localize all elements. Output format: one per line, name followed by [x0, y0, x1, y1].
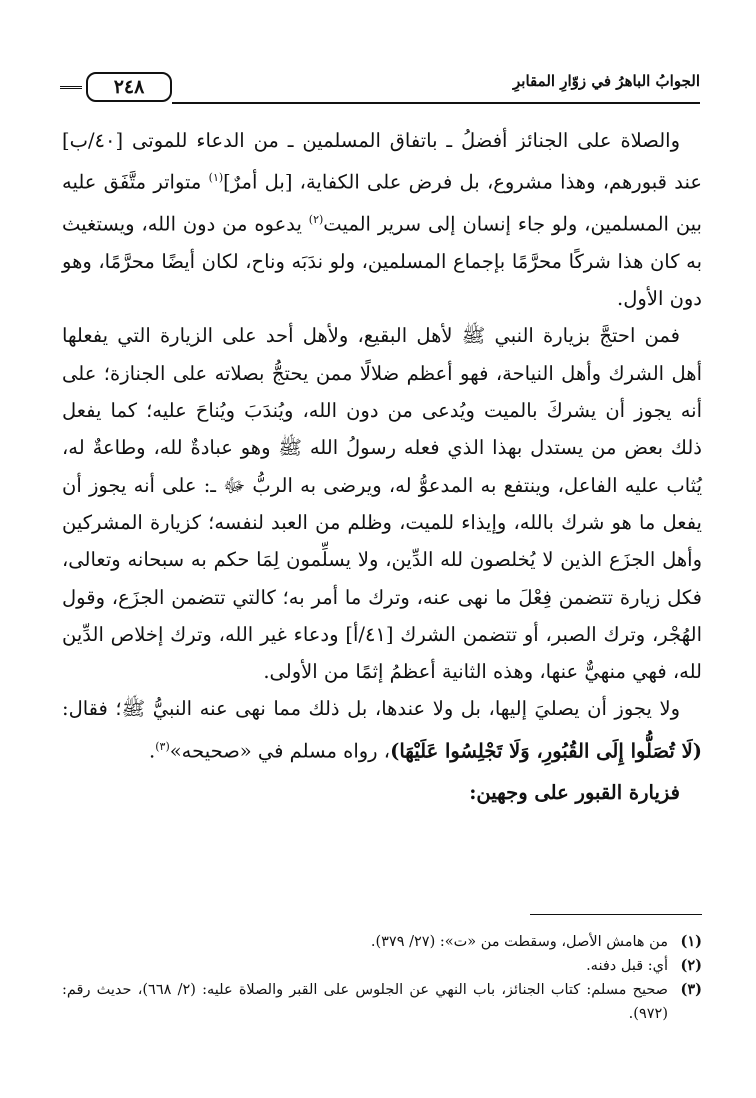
footnote-number: (٢)	[680, 957, 702, 974]
header-rule	[172, 102, 700, 104]
footnote-separator	[530, 914, 702, 915]
main-text	[62, 122, 702, 811]
paragraph-3-part-c: .	[149, 739, 156, 763]
paragraph-1-part-c: يدعوه من دون الله، ويستغيث به كان هذا شركًا محرَّمًا بإجماع المسلمين، ولو ندَبَه وناح، لكان أيضًا محرَّمًا، وهو دون الأول.	[62, 212, 702, 311]
hadith-quote: (لَا تُصَلُّوا إِلَى القُبُورِ، وَلَا تَجْلِسُوا عَلَيْهَا)	[390, 739, 702, 763]
page-header	[60, 72, 700, 108]
footnote-number: (١)	[680, 933, 702, 950]
footnote-number: (٣)	[680, 981, 702, 998]
footnote-1	[62, 930, 702, 954]
paragraph-3-part-b: ، رواه مسلم في «صحيحه»	[169, 739, 391, 763]
footnote-text: صحيح مسلم: كتاب الجنائز، باب النهي عن الجلوس على القبر والصلاة عليه: (٢/ ٦٦٨)، حديث رقم: (٩٧٢).	[62, 982, 668, 1022]
paragraph-1	[62, 122, 702, 317]
running-title: الجوابُ الباهرُ في زوّارِ المقابرِ	[513, 72, 700, 90]
footnote-ref-3: (٣)	[155, 739, 170, 753]
footnote-ref-1: (١)	[208, 171, 224, 185]
page-number: ٢٤٨	[86, 72, 172, 102]
footnote-2	[62, 954, 702, 978]
paragraph-1-part-b: متواتر متَّفَق عليه بين المسلمين، ولو جاء إنسان إلى سرير الميت	[62, 170, 702, 236]
footnote-text: أي: قبل دفنه.	[586, 958, 668, 974]
section-heading: فزيارة القبور على وجهين:	[469, 780, 680, 804]
paragraph-3-part-a: ولا يجوز أن يصليَ إليها، بل ولا عندها، بل ذلك مما نهى عنه النبيُّ ﷺ؛ فقال:	[62, 697, 680, 721]
header-double-line	[60, 86, 82, 89]
paragraph-3	[62, 690, 702, 769]
footnote-text: من هامش الأصل، وسقطت من «ت»: (٢٧/ ٣٧٩).	[370, 934, 668, 950]
footnote-3	[62, 978, 702, 1026]
paragraph-2: فمن احتجَّ بزيارة النبي ﷺ لأهل البقيع، ولأهل أحد على الزيارة التي يفعلها أهل الشرك وأهل النياحة، فهو أعظم ضلالًا ممن يحتجُّ بصلاته على الجنازة؛ على أنه يجوز أن يشركَ بالميت ويُدعى من دون الله، ويُندَبَ ويُناحَ عليه؛ كما يفعل ذلك بعض من يستدل بهذا الذي فعله رسولُ الله ﷺ وهو عبادةٌ لله، وطاعةٌ له، يُثاب عليه الفاعل، وينتفع به المدعوُّ له، ويرضى به الربُّ ﷻ ـ: على أنه يجوز أن يفعل ما هو شرك بالله، وإيذاء للميت، وظلم من العبد لنفسه؛ كزيارة المشركين وأهل الجزَع الذين لا يُخلصون لله الدِّين، ولا يسلِّمون لِمَا حكم به سبحانه وتعالى، فكل زيارة تتضمن فِعْلَ ما نهى عنه، وترك ما أمر به؛ كالتي تتضمن الجزَع، وقول الهُجْر، وترك الصبر، أو تتضمن الشرك [٤١/أ] ودعاء غير الله، وترك إخلاص الدِّين لله، فهي منهيٌّ عنها، وهذه الثانية أعظمُ إثمًا من الأولى.	[62, 324, 702, 684]
footnotes	[62, 930, 702, 1026]
footnote-ref-2: (٢)	[308, 213, 324, 227]
paragraph-1-part-a: والصلاة على الجنائز أفضلُ ـ باتفاق المسلمين ـ من الدعاء للموتى [٤٠/ب] عند قبورهم، وهذا مشروع، بل فرض على الكفاية، [بل أمرٌ]	[62, 129, 702, 194]
